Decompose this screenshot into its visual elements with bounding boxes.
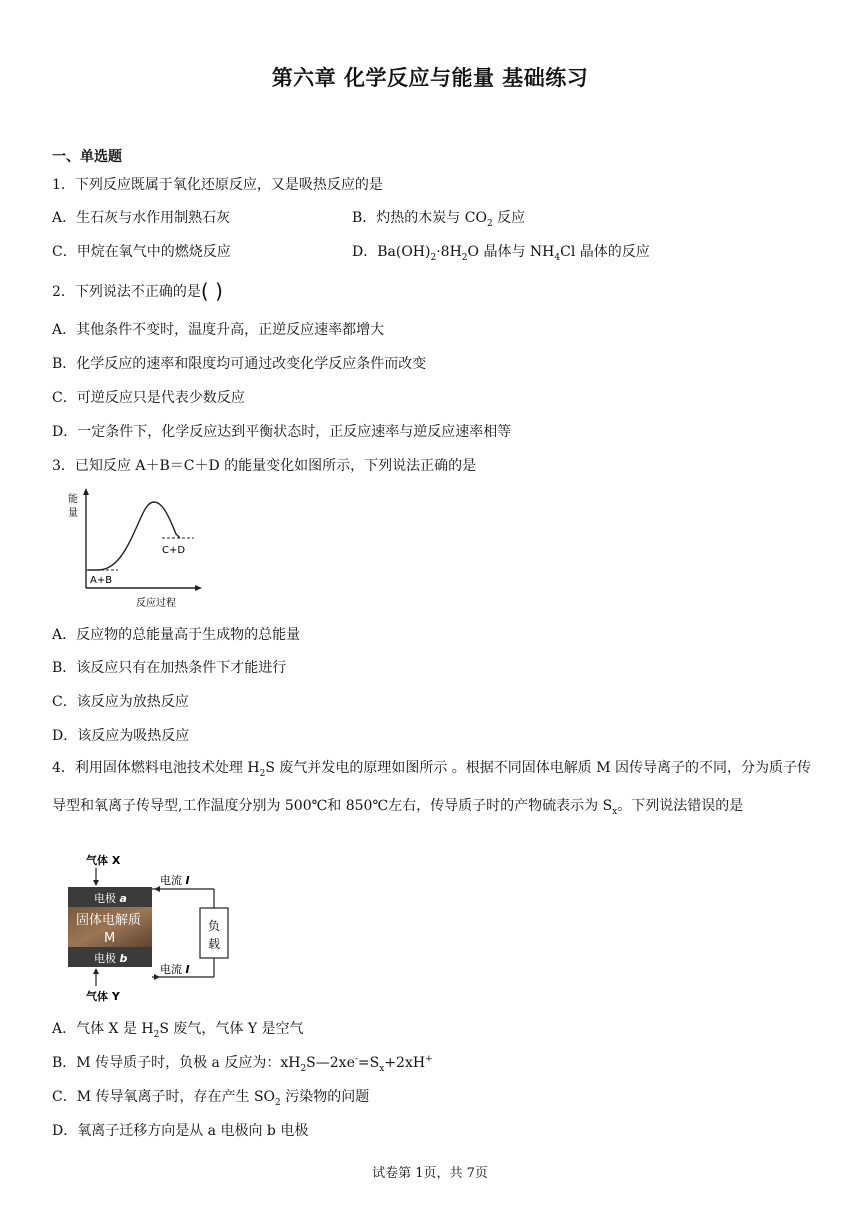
x-axis-arrow <box>195 585 202 591</box>
q3-option-c: C．该反应为放热反应 <box>52 694 189 710</box>
load-label-2: 载 <box>208 937 221 951</box>
energy-curve <box>88 502 180 570</box>
q3-stem: 3．已知反应 A＋B＝C＋D 的能量变化如图所示，下列说法正确的是 <box>52 458 477 474</box>
q1-stem: 1．下列反应既属于氧化还原反应，又是吸热反应的是 <box>52 177 383 193</box>
gas-x-label: 气体 X <box>86 854 121 867</box>
q1-option-b: B．灼热的木炭与 $CO_2$ 反应 <box>352 210 526 229</box>
page-title: 第六章 化学反应与能量 基础练习 <box>271 66 589 90</box>
electrode-b-label: 电极 b <box>94 952 128 965</box>
gas-y-label: 气体 Y <box>86 990 120 1003</box>
gas-x-arrowhead <box>93 880 99 886</box>
reactant-label: A+B <box>90 575 113 586</box>
product-label: C+D <box>162 545 186 556</box>
current-bottom-label: 电流 I <box>160 963 190 976</box>
q4-option-c: C．M 传导氧离子时，存在产生 $SO_2$ 污染物的问题 <box>52 1089 370 1108</box>
q3-option-d: D．该反应为吸热反应 <box>52 728 190 744</box>
x-axis-label: 反应过程 <box>136 598 176 609</box>
q1-option-c: C．甲烷在氧气中的燃烧反应 <box>52 244 231 260</box>
y-axis-label-2: 量 <box>68 508 78 519</box>
y-axis-arrow <box>83 488 89 495</box>
q1-option-d: D．$Ba(OH)_2\cdot 8H_2O$ 晶体与 $NH_4Cl$ 晶体的反应 <box>352 244 650 263</box>
current-top-arrow <box>154 886 160 892</box>
q2-stem: 2．下列说法不正确的是( ) <box>52 279 223 303</box>
q2-option-c: C．可逆反应只是代表少数反应 <box>52 390 245 406</box>
q4-option-d: D．氧离子迁移方向是从 a 电极向 b 电极 <box>52 1123 309 1139</box>
q4-option-b: B．M 传导质子时，负极 a 反应为：$xH_2S—2xe^-=S_x+2xH^+$ <box>52 1054 433 1074</box>
q1-option-a: A．生石灰与水作用制熟石灰 <box>52 210 231 226</box>
q3-option-a: A．反应物的总能量高于生成物的总能量 <box>52 627 301 643</box>
electrolyte-label: 固体电解质 <box>76 913 142 928</box>
electrode-a-label: 电极 a <box>94 892 127 905</box>
current-top-label: 电流 I <box>160 874 190 887</box>
answer-blank: ( ) <box>200 279 223 303</box>
section-heading: 一、单选题 <box>52 149 122 165</box>
load-label-1: 负 <box>208 919 221 933</box>
page-footer: 试卷第 1页，共 7页 <box>372 1166 488 1181</box>
y-axis-label-1: 能 <box>68 494 78 505</box>
energy-diagram <box>66 484 206 612</box>
fuel-cell-diagram <box>62 852 232 1004</box>
q2-option-b: B．化学反应的速率和限度均可通过改变化学反应条件而改变 <box>52 356 427 372</box>
q2-option-a: A．其他条件不变时，温度升高，正逆反应速率都增大 <box>52 322 385 338</box>
q3-option-b: B．该反应只有在加热条件下才能进行 <box>52 660 287 676</box>
q4-stem: 4．利用固体燃料电池技术处理 $H_2S$ 废气并发电的原理如图所示 。根据不同固体电解质 M 因传导离子的不同，分为质子传导型和氧离子传导型,工作温度分别为 500℃和 850℃左右，传导质子时的产物硫表示为 $S_x$。下列说法错误的是 <box>52 760 812 817</box>
q2-option-d: D．一定条件下，化学反应达到平衡状态时，正反应速率与逆反应速率相等 <box>52 424 512 440</box>
electrolyte-m-label: M <box>104 931 116 946</box>
q4-option-a: A．气体 X 是 $H_2S$ 废气，气体 Y 是空气 <box>52 1021 304 1040</box>
gas-y-arrowhead <box>93 968 99 974</box>
